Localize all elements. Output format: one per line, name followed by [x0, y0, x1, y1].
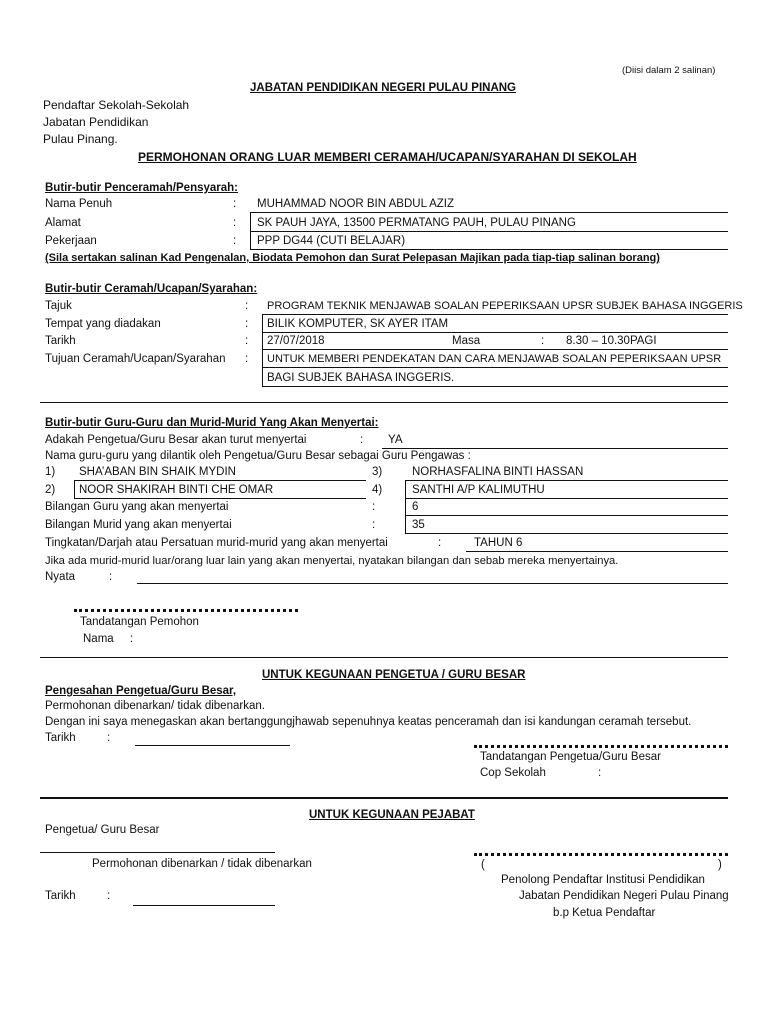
applicant-name-label: Nama	[83, 633, 114, 645]
principal-date-label: Tarikh	[45, 732, 76, 744]
field-line	[250, 212, 728, 213]
colon: :	[541, 335, 545, 347]
place-value: BILIK KOMPUTER, SK AYER ITAM	[267, 318, 449, 330]
field-line	[262, 386, 728, 387]
field-line	[262, 349, 728, 350]
principal-question: Adakah Pengetua/Guru Besar akan turut menyertai	[45, 434, 307, 446]
field-line	[466, 551, 728, 552]
supervisor-number: 3)	[372, 466, 383, 478]
registrar-signature-line[interactable]	[474, 853, 728, 856]
colon: :	[109, 571, 113, 583]
colon: :	[372, 519, 376, 531]
attachment-note: (Sila sertakan salinan Kad Pengenalan, Biodata Pemohon dan Surat Pelepasan Majikan pada tiap-tiap salinan borang)	[45, 252, 660, 264]
department-title: JABATAN PENDIDIKAN NEGERI PULAU PINANG	[250, 82, 517, 94]
colon: :	[245, 353, 249, 365]
principal-declaration: Dengan ini saya menegaskan akan bertanggungjhawab sepenuhnya keatas penceramah dan isi kandungan ceramah tersebut.	[45, 716, 692, 728]
purpose-line-2: BAGI SUBJEK BAHASA INGGERIS.	[267, 372, 455, 384]
registrar-title-3: b.p Ketua Pendaftar	[553, 907, 656, 919]
speaker-heading: Butir-butir Penceramah/Pensyarah:	[45, 182, 239, 194]
principal-sign-label: Tandatangan Pengetua/Guru Besar	[480, 751, 661, 763]
talk-heading: Butir-butir Ceramah/Ucapan/Syarahan:	[45, 283, 258, 295]
participants-heading: Butir-butir Guru-Guru dan Murid-Murid Yang Akan Menyertai:	[45, 417, 379, 429]
open-paren: (	[481, 859, 485, 871]
field-line	[250, 249, 728, 250]
office-date-label: Tarikh	[45, 890, 76, 902]
level-value: TAHUN 6	[474, 537, 523, 549]
title-value: PROGRAM TEKNIK MENJAWAB SOALAN PEPERIKSAAN UPSR SUBJEK BAHASA INGGERIS	[267, 300, 743, 312]
office-section-heading: UNTUK KEGUNAAN PEJABAT	[309, 809, 475, 821]
supervisor-number: 4)	[372, 484, 383, 496]
colon: :	[107, 732, 111, 744]
principal-section-heading: UNTUK KEGUNAAN PENGETUA / GURU BESAR	[262, 669, 526, 681]
colon: :	[233, 235, 237, 247]
field-line	[405, 515, 728, 516]
state-answer-line[interactable]	[137, 583, 728, 584]
applicant-sign-label: Tandatangan Pemohon	[80, 616, 199, 628]
supervisors-label: Nama guru-guru yang dilantik oleh Pengetua/Guru Besar sebagai Guru Pengawas :	[45, 450, 471, 462]
colon: :	[107, 890, 111, 902]
job-value: PPP DG44 (CUTI BELAJAR)	[257, 235, 406, 247]
address-label: Alamat	[45, 217, 81, 229]
supervisor-number: 2)	[45, 484, 56, 496]
supervisor-name: SANTHI A/P KALIMUTHU	[412, 484, 545, 496]
office-signature-line[interactable]	[40, 852, 275, 853]
time-label: Masa	[452, 335, 481, 347]
copies-note: (Diisi dalam 2 salinan)	[622, 65, 716, 76]
colon: :	[360, 434, 364, 446]
field-line	[74, 480, 366, 481]
registrar-title-1: Penolong Pendaftar Institusi Pendidikan	[501, 874, 705, 886]
supervisor-name: NOOR SHAKIRAH BINTI CHE OMAR	[79, 484, 274, 496]
field-divider	[405, 498, 406, 534]
name-label: Nama Penuh	[45, 198, 113, 210]
field-line	[74, 498, 366, 499]
section-divider	[40, 402, 728, 403]
principal-date-line[interactable]	[135, 745, 290, 746]
office-approval-text: Permohonan dibenarkan / tidak dibenarkan	[92, 858, 312, 870]
colon: :	[438, 537, 442, 549]
field-divider	[262, 314, 263, 386]
job-label: Pekerjaan	[45, 235, 97, 247]
addressee-line-3: Pulau Pinang.	[43, 132, 118, 146]
form-title: PERMOHONAN ORANG LUAR MEMBERI CERAMAH/UCAPAN/SYARAHAN DI SEKOLAH	[138, 150, 637, 164]
endorsement-heading: Pengesahan Pengetua/Guru Besar,	[45, 685, 237, 697]
field-divider	[74, 480, 75, 498]
colon: :	[233, 198, 237, 210]
registrar-title-2: Jabatan Pendidikan Negeri Pulau Pinang	[519, 890, 729, 902]
date-label: Tarikh	[45, 335, 76, 347]
office-date-line[interactable]	[133, 905, 275, 906]
colon: :	[245, 318, 249, 330]
principal-approval-text: Permohonan dibenarkan/ tidak dibenarkan.	[45, 700, 265, 712]
principal-answer: YA	[388, 434, 403, 446]
supervisor-name: SHA’ABAN BIN SHAIK MYDIN	[79, 466, 236, 478]
place-label: Tempat yang diadakan	[45, 318, 161, 330]
office-principal-label: Pengetua/ Guru Besar	[45, 824, 160, 836]
field-divider	[405, 480, 406, 498]
field-line	[262, 332, 728, 333]
colon: :	[598, 767, 602, 779]
colon: :	[372, 501, 376, 513]
applicant-signature-line[interactable]	[74, 609, 298, 612]
supervisor-number: 1)	[45, 466, 56, 478]
field-line	[405, 533, 728, 534]
supervisor-name: NORHASFALINA BINTI HASSAN	[412, 466, 584, 478]
purpose-line-1: UNTUK MEMBERI PENDEKATAN DAN CARA MENJAWAB SOALAN PEPERIKSAAN UPSR	[267, 353, 722, 365]
purpose-label: Tujuan Ceramah/Ucapan/Syarahan	[45, 353, 226, 365]
time-value: 8.30 – 10.30PAGI	[566, 335, 657, 347]
field-line	[262, 367, 728, 368]
colon: :	[245, 300, 249, 312]
addressee-line-2: Jabatan Pendidikan	[43, 115, 149, 129]
level-label: Tingkatan/Darjah atau Persatuan murid-murid yang akan menyertai	[45, 537, 388, 549]
field-line	[262, 314, 728, 315]
title-label: Tajuk	[45, 300, 72, 312]
close-paren: )	[718, 859, 722, 871]
name-value: MUHAMMAD NOOR BIN ABDUL AZIZ	[257, 198, 455, 210]
addressee-line-1: Pendaftar Sekolah-Sekolah	[43, 98, 190, 112]
state-label: Nyata	[45, 571, 76, 583]
field-line	[250, 231, 728, 232]
section-divider	[40, 797, 728, 799]
field-line	[405, 480, 728, 481]
pupils-count-label: Bilangan Murid yang akan menyertai	[45, 519, 232, 531]
school-stamp-label: Cop Sekolah	[480, 767, 546, 779]
teachers-count-value: 6	[412, 501, 419, 513]
section-divider	[40, 657, 728, 658]
outside-participants-label: Jika ada murid-murid luar/orang luar lain yang akan menyertai, nyatakan bilangan dan sebab mereka menyertainya.	[45, 555, 619, 567]
address-value: SK PAUH JAYA, 13500 PERMATANG PAUH, PULAU PINANG	[257, 217, 576, 229]
principal-signature-line[interactable]	[474, 745, 728, 748]
date-value: 27/07/2018	[267, 335, 325, 347]
pupils-count-value: 35	[412, 519, 425, 531]
field-line	[405, 498, 728, 499]
colon: :	[130, 633, 134, 645]
colon: :	[233, 217, 237, 229]
teachers-count-label: Bilangan Guru yang akan menyertai	[45, 501, 229, 513]
colon: :	[245, 335, 249, 347]
